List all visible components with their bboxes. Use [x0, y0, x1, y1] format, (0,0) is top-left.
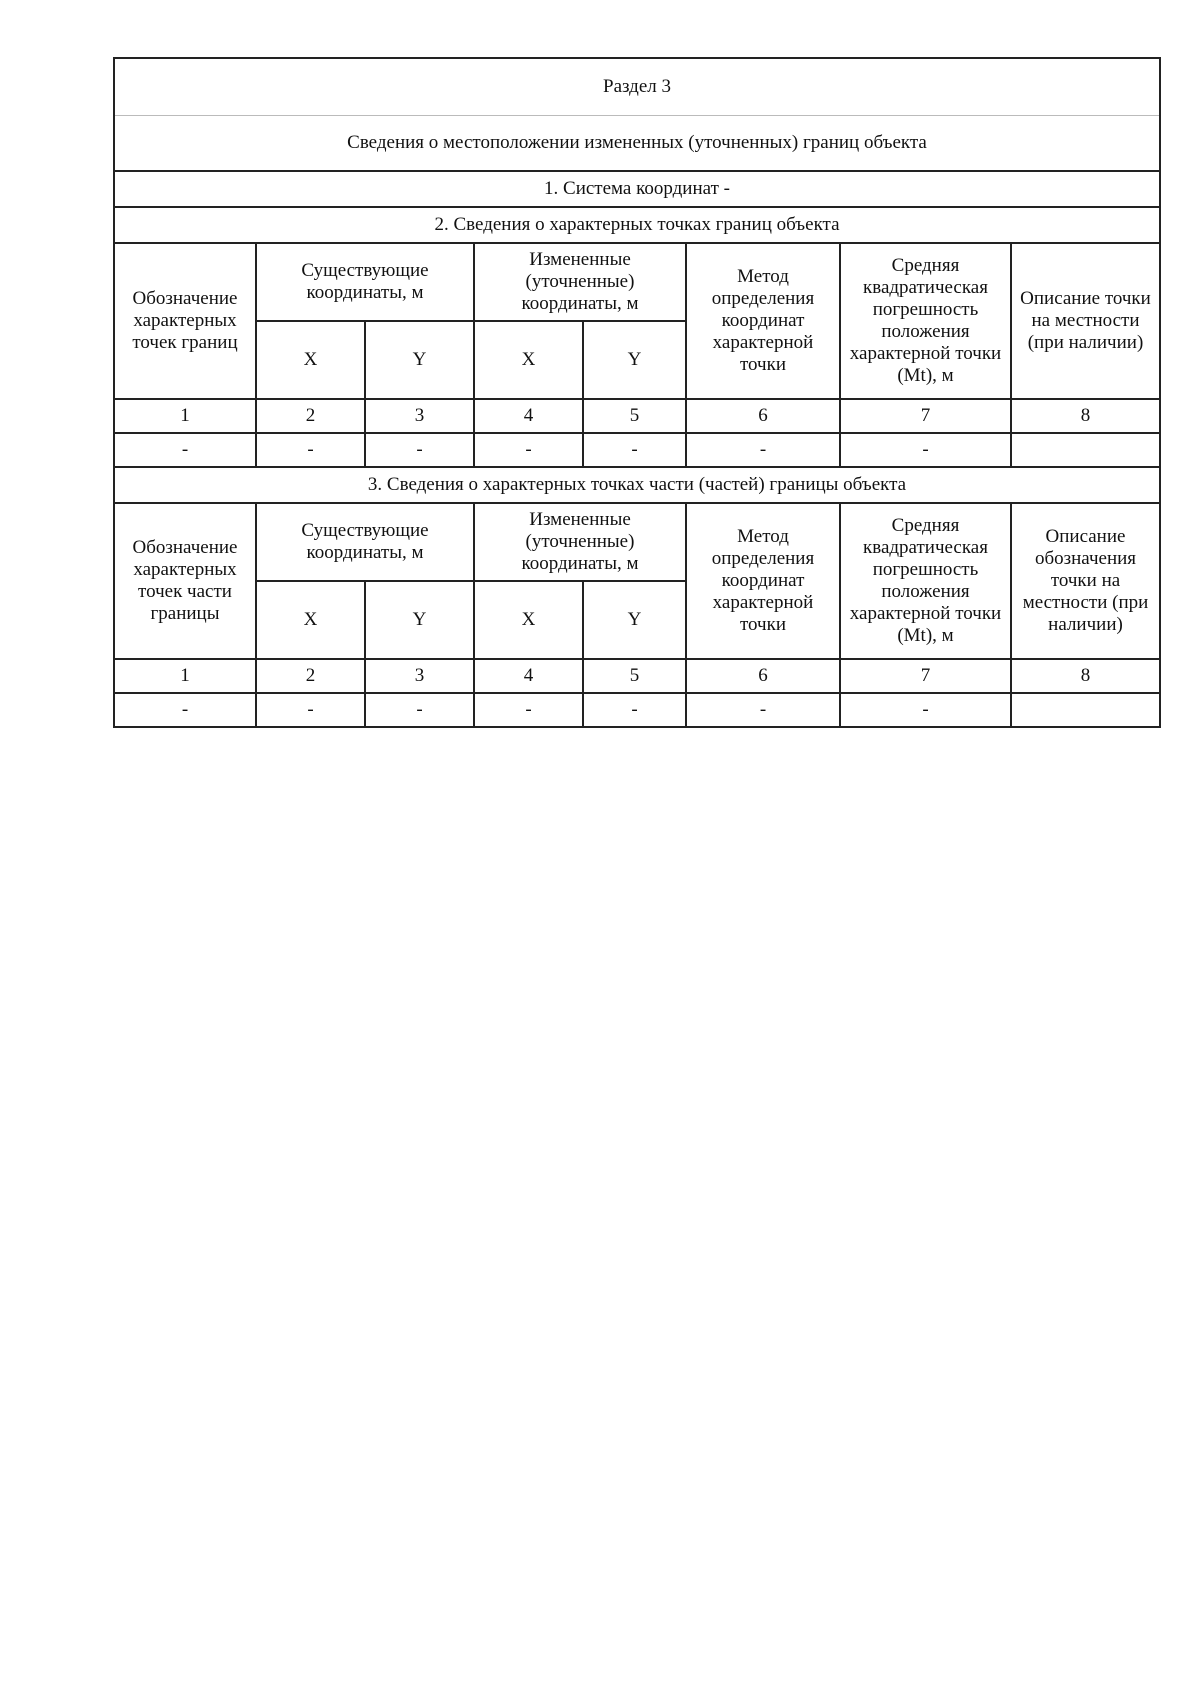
- column-number: 7: [840, 659, 1011, 693]
- table-cell: -: [114, 693, 256, 727]
- part3-header-x2: X: [474, 581, 583, 659]
- part2-header-y2: Y: [583, 321, 686, 399]
- part3-header-changed: Измененные (уточненные) координаты, м: [474, 503, 686, 581]
- column-number: 6: [686, 399, 840, 433]
- part3-header-x: X: [256, 581, 365, 659]
- part3-header-y2: Y: [583, 581, 686, 659]
- part3-header-error: Средняя квадратическая погрешность положения характерной точки (Mt), м: [840, 503, 1011, 659]
- part2-header-x: X: [256, 321, 365, 399]
- part2-header-changed: Измененные (уточненные) координаты, м: [474, 243, 686, 321]
- part2-header-error: Средняя квадратическая погрешность положения характерной точки (Mt), м: [840, 243, 1011, 399]
- column-number: 5: [583, 399, 686, 433]
- column-number: 7: [840, 399, 1011, 433]
- table-cell: [1011, 433, 1160, 467]
- table-cell: -: [114, 433, 256, 467]
- table-cell: -: [256, 433, 365, 467]
- part2-header-designation: Обозначение характерных точек границ: [114, 243, 256, 399]
- part3-header-existing: Существующие координаты, м: [256, 503, 474, 581]
- column-number: 2: [256, 659, 365, 693]
- column-number: 8: [1011, 659, 1160, 693]
- part2-header-description: Описание точки на местности (при наличии): [1011, 243, 1160, 399]
- table-cell: -: [686, 693, 840, 727]
- table-cell: -: [474, 693, 583, 727]
- part3-title: 3. Сведения о характерных точках части (частей) границы объекта: [114, 467, 1160, 503]
- part2-column-numbers: [114, 399, 1160, 433]
- part3-header-designation: Обозначение характерных точек части границы: [114, 503, 256, 659]
- column-number: 1: [114, 399, 256, 433]
- table-cell: -: [840, 693, 1011, 727]
- part2-title: 2. Сведения о характерных точках границ объекта: [114, 207, 1160, 243]
- table-cell: -: [256, 693, 365, 727]
- column-number: 5: [583, 659, 686, 693]
- part3-header-description: Описание обозначения точки на местности (при наличии): [1011, 503, 1160, 659]
- table-cell: -: [365, 693, 474, 727]
- column-number: 8: [1011, 399, 1160, 433]
- part3-header-method: Метод определения координат характерной точки: [686, 503, 840, 659]
- column-number: 4: [474, 659, 583, 693]
- part3-column-numbers: [114, 659, 1160, 693]
- section-subtitle: Сведения о местоположении измененных (уточненных) границ объекта: [114, 116, 1160, 172]
- column-number: 3: [365, 659, 474, 693]
- section-3-table: [113, 57, 1161, 728]
- table-cell: -: [686, 433, 840, 467]
- part2-header-method: Метод определения координат характерной точки: [686, 243, 840, 399]
- column-number: 2: [256, 399, 365, 433]
- part2-header-existing: Существующие координаты, м: [256, 243, 474, 321]
- table-row: [114, 433, 1160, 467]
- column-number: 6: [686, 659, 840, 693]
- column-number: 3: [365, 399, 474, 433]
- part3-header-y: Y: [365, 581, 474, 659]
- column-number: 1: [114, 659, 256, 693]
- section-title: Раздел 3: [114, 58, 1160, 116]
- coord-system: 1. Система координат -: [114, 171, 1160, 207]
- table-cell: -: [474, 433, 583, 467]
- table-cell: -: [365, 433, 474, 467]
- part2-header-y: Y: [365, 321, 474, 399]
- table-row: [114, 693, 1160, 727]
- table-cell: -: [583, 693, 686, 727]
- part2-header-x2: X: [474, 321, 583, 399]
- table-cell: -: [840, 433, 1011, 467]
- table-cell: [1011, 693, 1160, 727]
- column-number: 4: [474, 399, 583, 433]
- table-cell: -: [583, 433, 686, 467]
